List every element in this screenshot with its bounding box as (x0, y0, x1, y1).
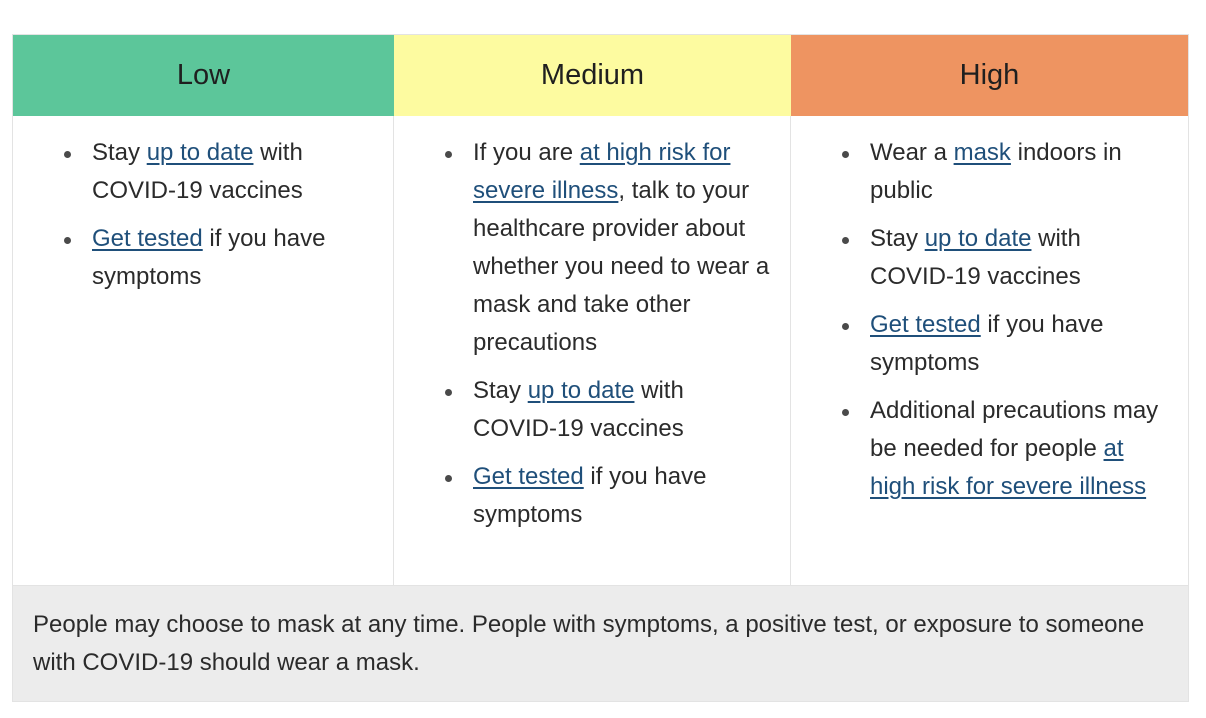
footer-note: People may choose to mask at any time. People with symptoms, a positive test, or exposure to someone with COVID-19 should wear a mask. (33, 611, 1145, 676)
item-text: indoors in public (870, 139, 1122, 204)
medium-column (394, 116, 791, 585)
item-text: with COVID-19 vaccines (92, 139, 303, 204)
list-item (394, 372, 790, 448)
up-to-date-link[interactable]: up to date (924, 225, 1032, 252)
item-text: if you have symptoms (870, 311, 1104, 376)
list-item (791, 392, 1188, 506)
list-item (791, 220, 1188, 296)
item-text: if you have symptoms (473, 463, 707, 528)
footer-note-panel (13, 585, 1188, 701)
medium-list (394, 134, 790, 534)
header-high-label: High (959, 59, 1020, 91)
get-tested-link[interactable]: Get tested (92, 225, 203, 252)
low-list (13, 134, 393, 296)
list-item (791, 134, 1188, 210)
header-medium (394, 35, 791, 116)
get-tested-link[interactable]: Get tested (870, 311, 981, 338)
item-text: Stay (92, 139, 147, 166)
high-list (791, 134, 1188, 506)
item-text: If you are (473, 139, 580, 166)
header-low (13, 35, 394, 116)
high-risk-link[interactable]: at high risk for severe illness (870, 435, 1147, 500)
header-medium-label: Medium (540, 59, 645, 91)
get-tested-link[interactable]: Get tested (473, 463, 584, 490)
item-text: if you have symptoms (92, 225, 326, 290)
low-column (13, 116, 394, 585)
community-levels-table (12, 34, 1189, 702)
list-item (13, 134, 393, 210)
item-text: with COVID-19 vaccines (473, 377, 684, 442)
up-to-date-link[interactable]: up to date (146, 139, 254, 166)
list-item (13, 220, 393, 296)
item-text: Wear a (870, 139, 954, 166)
up-to-date-link[interactable]: up to date (527, 377, 635, 404)
list-item (394, 134, 790, 362)
item-text: Stay (473, 377, 528, 404)
list-item (791, 306, 1188, 382)
item-text: , talk to your healthcare provider about whether you need to wear a mask and take other precautions (473, 177, 770, 356)
high-column (791, 116, 1188, 585)
header-low-label: Low (176, 59, 231, 91)
table-header-row (13, 35, 1188, 116)
item-text: Additional precautions may be needed for people (870, 397, 1159, 462)
mask-link[interactable]: mask (953, 139, 1011, 166)
header-high (791, 35, 1188, 116)
list-item (394, 458, 790, 534)
high-risk-link[interactable]: at high risk for severe illness (473, 139, 731, 204)
item-text: with COVID-19 vaccines (870, 225, 1081, 290)
table-body-row (13, 116, 1188, 585)
item-text: Stay (870, 225, 925, 252)
